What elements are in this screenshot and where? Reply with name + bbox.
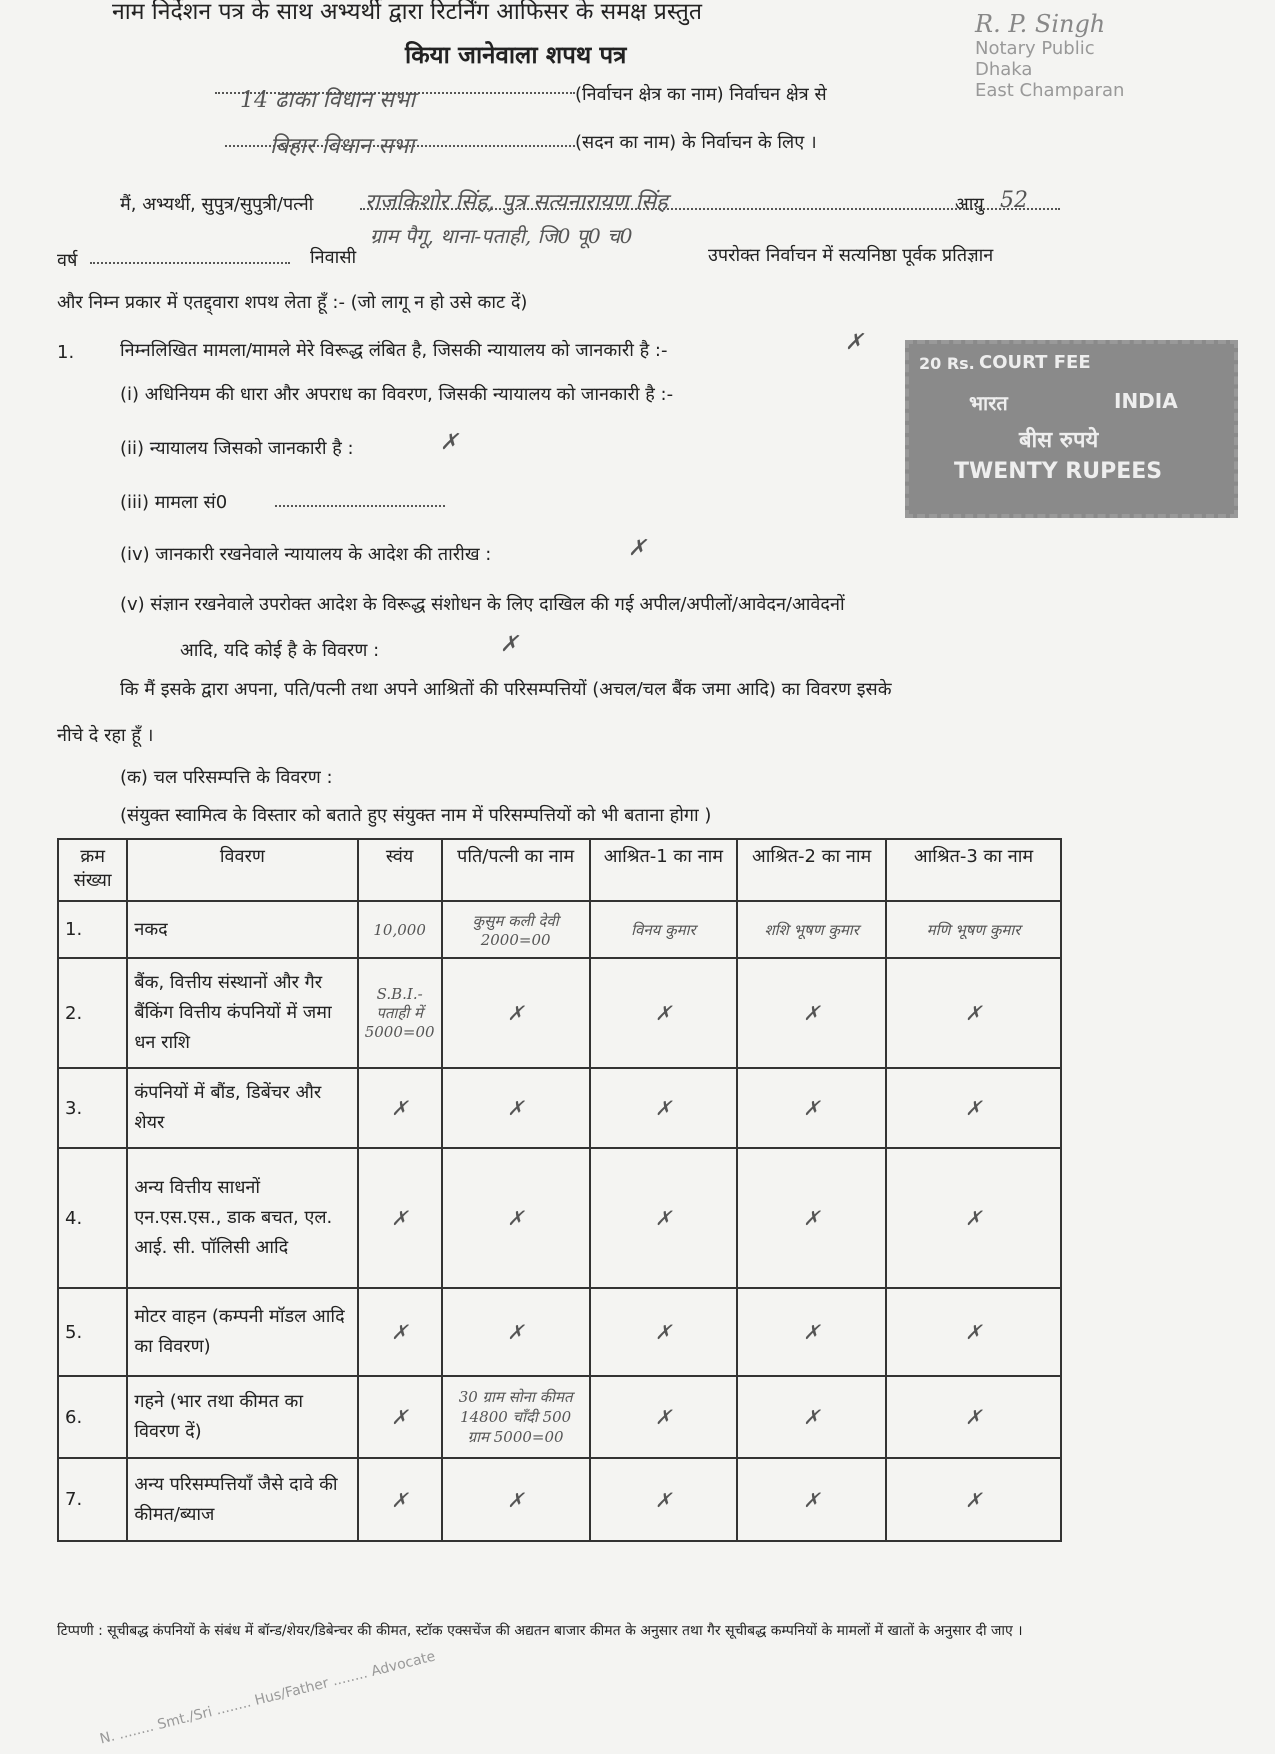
joint-ownership-note: (संयुक्त स्वामित्व के विस्तार को बताते हुए संयुक्त नाम में परिसम्पत्तियों को भी बताना होगा ) [120,805,712,826]
cross-mark: ✗ [440,430,459,455]
asset-cell: ✗ [590,1458,738,1541]
year-label: वर्ष [57,250,78,271]
asset-cell: कुसुम कली देवी 2000=00 [442,901,590,958]
header-line: नाम निर्देशन पत्र के साथ अभ्यर्थी द्वारा रिटर्निंग आफिसर के समक्ष प्रस्तुत [112,0,703,25]
row-number: 1. [58,901,127,958]
row-number: 2. [58,958,127,1068]
assets-intro-cont: नीचे दे रहा हूँ । [57,725,154,746]
table-row [58,1458,1061,1541]
asset-cell: ✗ [442,1068,590,1148]
column-header: आश्रित-2 का नाम [737,839,886,901]
item-i: (i) अधिनियम की धारा और अपराध का विवरण, जिसकी न्यायालय को जानकारी है :- [120,384,674,405]
table-row [58,901,1061,958]
pending-cases-text: निम्नलिखित मामला/मामले मेरे विरूद्ध लंबित है, जिसकी न्यायालय को जानकारी है :- [120,340,668,361]
declaration-suffix: उपरोक्त निर्वाचन में सत्यनिष्ठा पूर्वक प्रतिज्ञान [708,245,994,266]
item-v: (v) संज्ञान रखनेवाले उपरोक्त आदेश के विरूद्ध संशोधन के लिए दाखिल की गई अपील/अपीलों/आवेदन/आवेदनों [120,594,845,615]
asset-cell: ✗ [358,1376,442,1458]
item-iii: (iii) मामला सं0 [120,492,228,513]
section-ka: (क) चल परिसम्पत्ति के विवरण : [120,767,333,788]
row-description: बैंक, वित्तीय संस्थानों और गैर बैंकिंग वित्तीय कंपनियों में जमा धन राशि [127,958,357,1068]
asset-cell: ✗ [886,1376,1061,1458]
footnote: टिप्पणी : सूचीबद्ध कंपनियों के संबंध में बॉन्ड/शेयर/डिबेन्चर की कीमत, स्टॉक एक्सचेंज की अद्यतन बाजार कीमत के अनुसार तथा गैर सूचीबद्ध कम्पनियों के मामलों में खातों के अनुसार दी जाए । [57,1623,1023,1639]
asset-cell: ✗ [886,1288,1061,1376]
asset-cell: S.B.I.- पताही में 5000=00 [358,958,442,1068]
asset-cell: ✗ [358,1148,442,1288]
item-ii: (ii) न्यायालय जिसको जानकारी है : [120,438,354,459]
court-fee-stamp: 20 Rs. COURT FEE भारत INDIA बीस रुपये TWENTY RUPEES [905,340,1238,518]
constituency-label: (निर्वाचन क्षेत्र का नाम) निर्वाचन क्षेत्र से [575,84,827,105]
column-header: आश्रित-1 का नाम [590,839,738,901]
row-description: मोटर वाहन (कम्पनी मॉडल आदि का विवरण) [127,1288,357,1376]
cross-mark: ✗ [628,536,647,561]
table-row [58,1376,1061,1458]
asset-cell: ✗ [358,1068,442,1148]
notary-stamp: R. P. Singh Notary Public Dhaka East Champaran [975,10,1125,101]
asset-cell: ✗ [737,1068,886,1148]
assets-intro: कि मैं इसके द्वारा अपना, पति/पत्नी तथा अपने आश्रितों की परिसम्पत्तियों (अचल/चल बैंक जमा आदि) का विवरण इसके [120,679,892,700]
house-label: (सदन का नाम) के निर्वाचन के लिए । [575,132,817,153]
row-number: 3. [58,1068,127,1148]
column-header: पति/पत्नी का नाम [442,839,590,901]
age-label: आयु [955,194,984,215]
row-description: अन्य परिसम्पत्तियाँ जैसे दावे की कीमत/ब्याज [127,1458,357,1541]
asset-cell: ✗ [737,958,886,1068]
resident-label: निवासी [310,247,357,268]
table-row [58,1288,1061,1376]
column-header: क्रम संख्या [58,839,127,901]
advocate-seal: N. ........ Smt./Sri ........ Hus/Father ........ Advocate [98,1648,437,1748]
asset-cell: ✗ [737,1458,886,1541]
asset-cell: ✗ [886,958,1061,1068]
asset-cell: शशि भूषण कुमार [737,901,886,958]
cross-mark: ✗ [845,330,864,355]
asset-cell: 30 ग्राम सोना कीमत 14800 चाँदी 500 ग्राम 5000=00 [442,1376,590,1458]
column-header: विवरण [127,839,357,901]
row-number: 5. [58,1288,127,1376]
asset-cell: ✗ [737,1376,886,1458]
house-value: बिहार विधान सभा [270,134,415,159]
column-header: स्वंय [358,839,442,901]
item-number: 1. [57,342,75,363]
movable-assets-table [57,838,1062,1542]
asset-cell: ✗ [358,1288,442,1376]
asset-cell: ✗ [358,1458,442,1541]
asset-cell: ✗ [886,1068,1061,1148]
asset-cell: ✗ [737,1148,886,1288]
table-row [58,1148,1061,1288]
constituency-value: 14 ढाका विधान सभा [240,88,416,113]
asset-cell: ✗ [442,958,590,1068]
cross-mark: ✗ [500,632,519,657]
row-description: गहने (भार तथा कीमत का विवरण दें) [127,1376,357,1458]
asset-cell: ✗ [590,1068,738,1148]
row-number: 6. [58,1376,127,1458]
asset-cell: 10,000 [358,901,442,958]
row-number: 4. [58,1148,127,1288]
asset-cell: ✗ [442,1458,590,1541]
asset-cell: ✗ [442,1148,590,1288]
asset-cell: ✗ [886,1458,1061,1541]
oath-line: और निम्न प्रकार में एतद्द्वारा शपथ लेता हूँ :- (जो लागू न हो उसे काट दें) [57,292,528,313]
row-number: 7. [58,1458,127,1541]
row-description: अन्य वित्तीय साधनों एन.एस.एस., डाक बचत, एल. आई. सी. पॉलिसी आदि [127,1148,357,1288]
table-row [58,1068,1061,1148]
age-value: 52 [1000,188,1028,213]
asset-cell: ✗ [590,1288,738,1376]
candidate-name: राजकिशोर सिंह, पुत्र सत्यनारायण सिंह [365,190,668,215]
asset-cell: विनय कुमार [590,901,738,958]
asset-cell: ✗ [442,1288,590,1376]
row-description: कंपनियों में बौंड, डिबेंचर और शेयर [127,1068,357,1148]
declaration-prefix: मैं, अभ्यर्थी, सुपुत्र/सुपुत्री/पत्नी [120,194,314,215]
asset-cell: मणि भूषण कुमार [886,901,1061,958]
asset-cell: ✗ [590,1148,738,1288]
resident-value: ग्राम पैगू, थाना-पताही, जि0 पू0 च0 [370,224,633,248]
asset-cell: ✗ [737,1288,886,1376]
row-description: नकद [127,901,357,958]
document-title: किया जानेवाला शपथ पत्र [405,41,627,69]
item-iv: (iv) जानकारी रखनेवाले न्यायालय के आदेश की तारीख : [120,544,492,565]
asset-cell: ✗ [886,1148,1061,1288]
asset-cell: ✗ [590,1376,738,1458]
column-header: आश्रित-3 का नाम [886,839,1061,901]
table-row [58,958,1061,1068]
item-v-cont: आदि, यदि कोई है के विवरण : [180,640,380,661]
asset-cell: ✗ [590,958,738,1068]
